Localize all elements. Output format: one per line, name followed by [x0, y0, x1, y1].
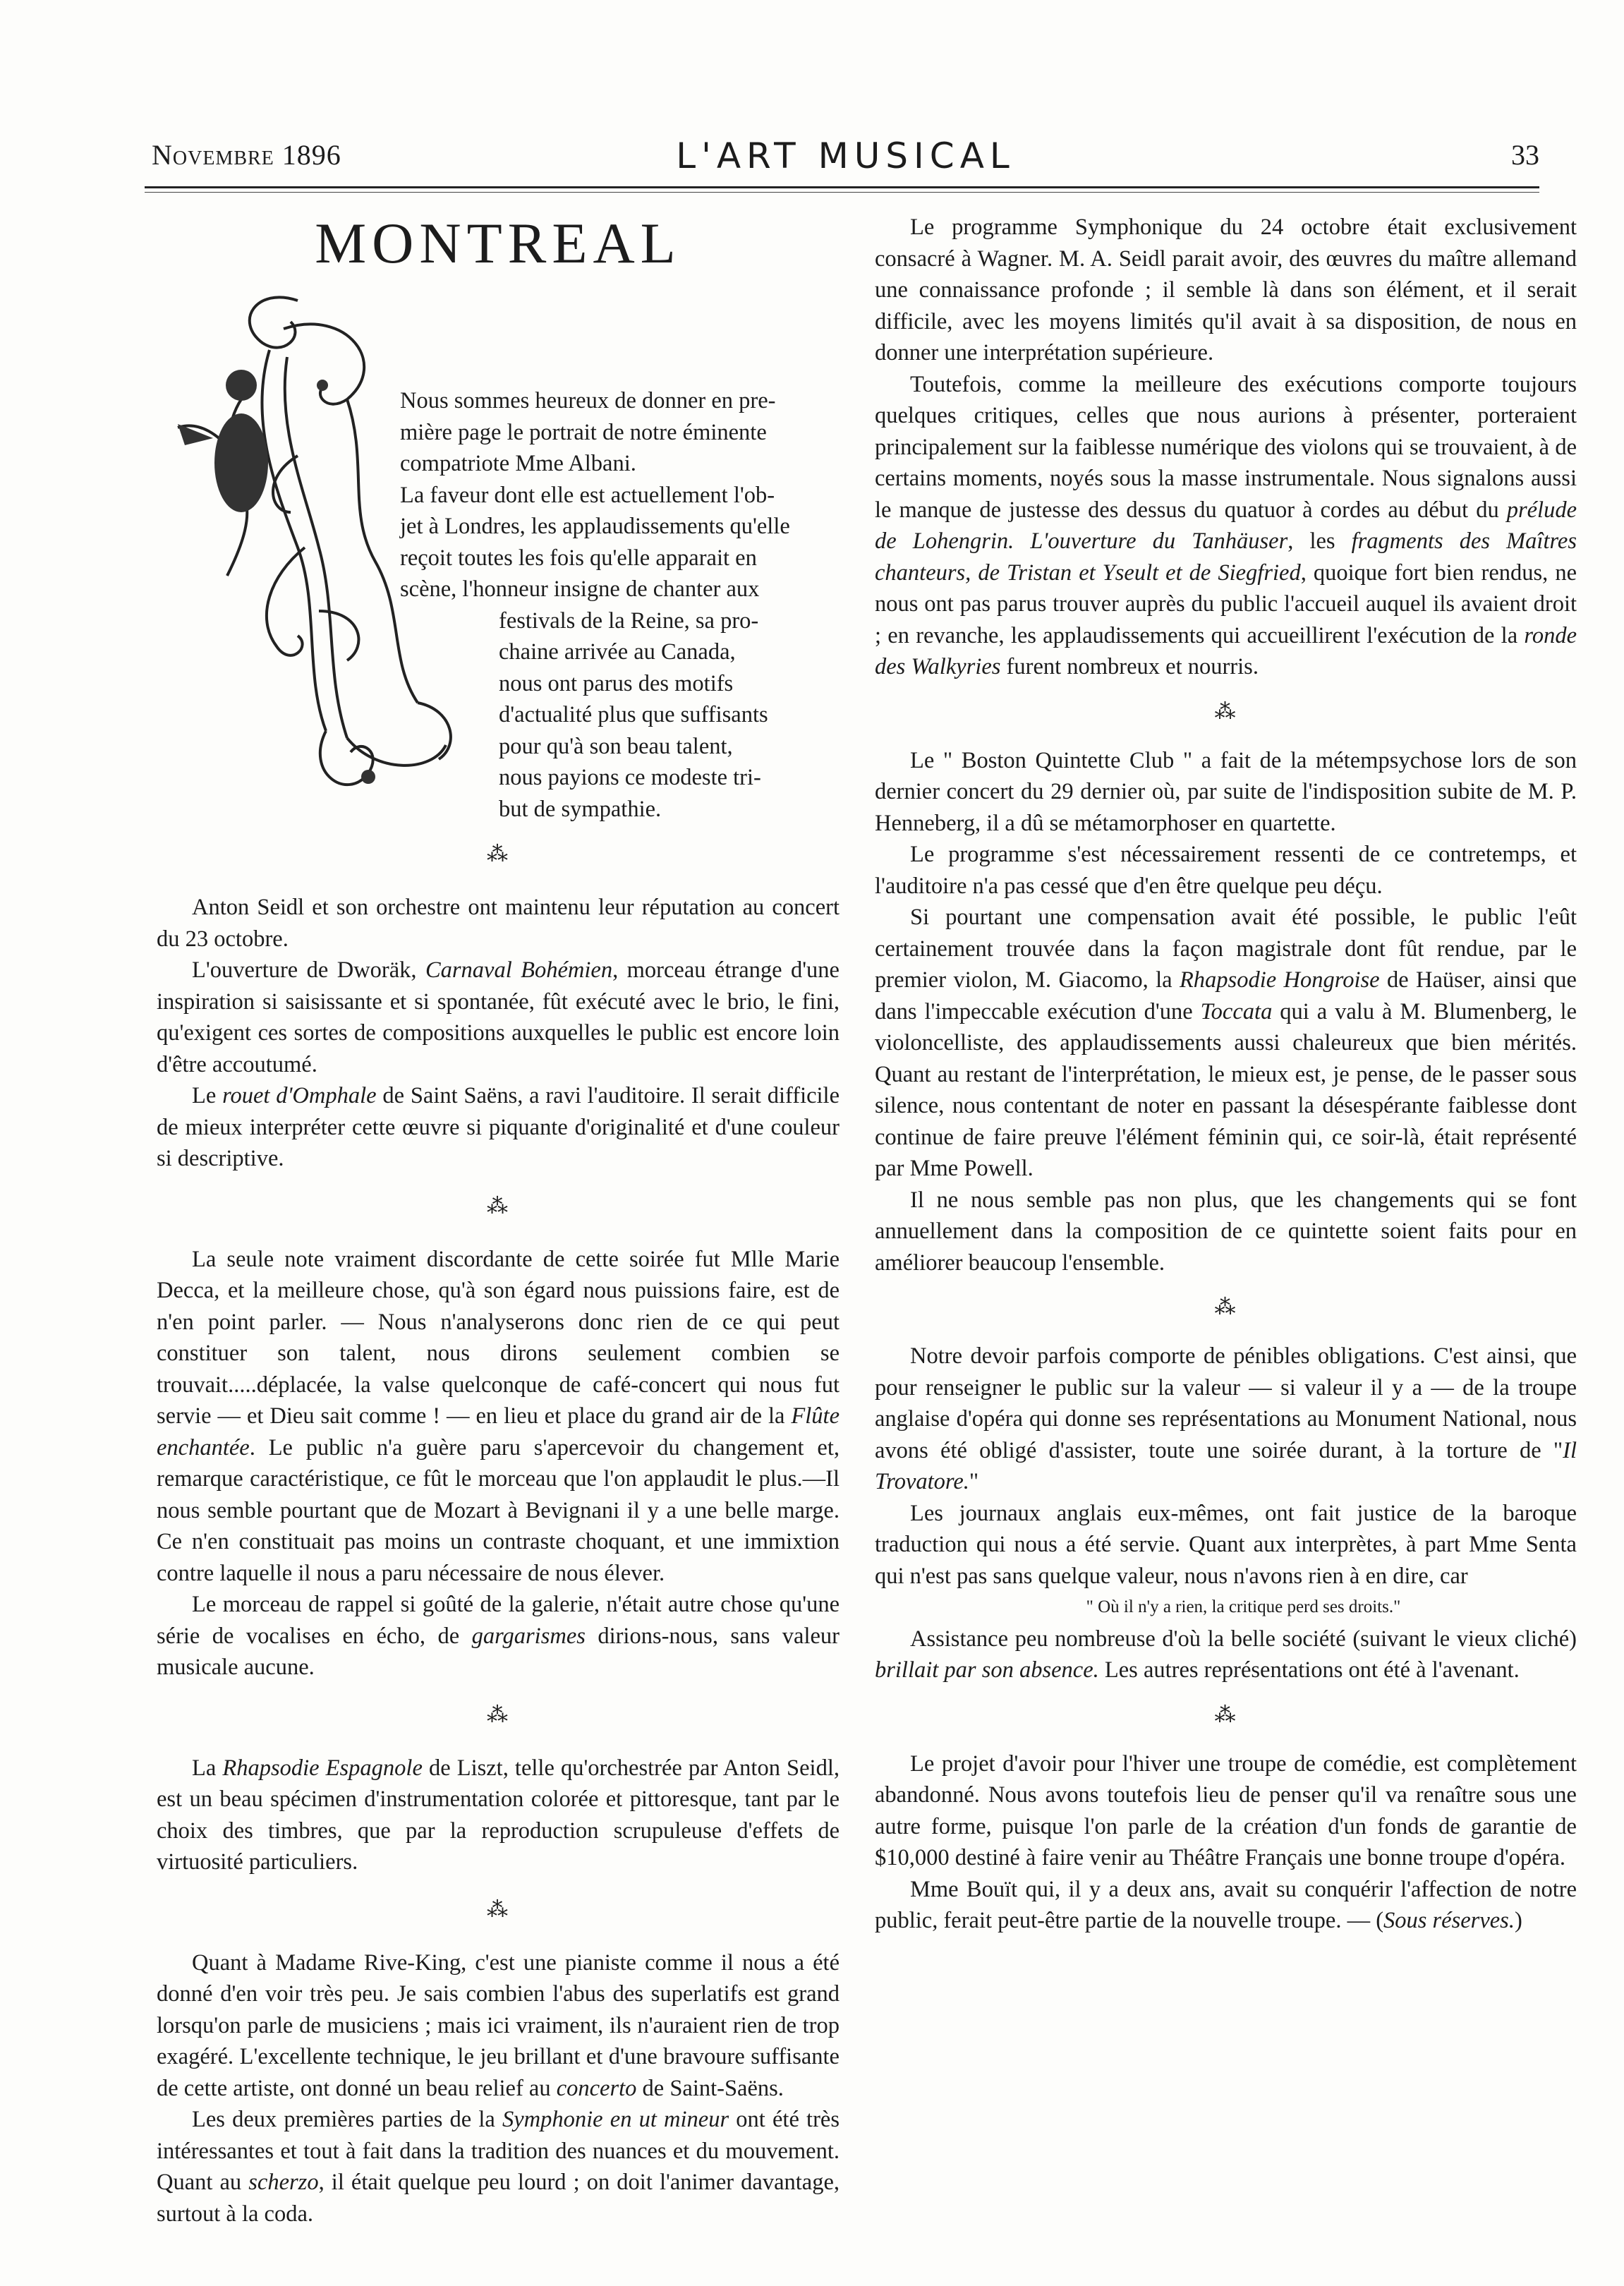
running-head — [152, 135, 1539, 181]
article-title: MONTREAL — [315, 211, 681, 275]
section-separator: ⁂ — [1214, 699, 1237, 723]
intro-line: mière page le portrait de notre éminente — [400, 419, 767, 445]
section-separator: ⁂ — [487, 1194, 509, 1218]
journal-title: L'ART MUSICAL — [676, 135, 1015, 176]
paragraph: Le " Boston Quintette Club " a fait de la métempsychose lors de son dernier concert du 29 dernier où, par suite de l'indisposition subite de M. P. Henneberg, il a dû se métamorphoser en quartette. — [875, 747, 1577, 836]
paragraph: Le projet d'avoir pour l'hiver une troupe de comédie, est complètement abandonné. Nous avons toutefois lieu de penser qu'il va renaître sous une autre forme, puisque l'on parle de la création d'un fonds de garantie de $10,000 destiné à faire venir au Théâtre Français une bonne troupe d'opéra. — [875, 1750, 1577, 1870]
issue-date: Novembre 1896 — [152, 139, 341, 171]
paragraph: Le morceau de rappel si goûté de la galerie, n'était autre chose qu'une série de vocalises en écho, de gargarismes dirions-nous, sans valeur musicale aucune. — [157, 1592, 840, 1680]
paragraph: Il ne nous semble pas non plus, que les changements qui se font annuellement dans la composition de ce quintette soient faits pour en améliorer beaucoup l'ensemble. — [875, 1187, 1577, 1276]
paragraph: Quant à Madame Rive-King, c'est une pianiste comme il nous a été donné d'en voir très peu. Je sais combien l'abus des superlatifs est grand lorsqu'on parle de musiciens ; mais ici vraiment, ils n'auraient rien de trop exagéré. L'excellente technique, le jeu brillant et d'une bravoure suffisante de cette artiste, ont donné un beau relief au concerto de Saint-Saëns. — [157, 1949, 840, 2101]
intro-line: compatriote Mme Albani. — [400, 451, 636, 476]
intro-line: nous ont parus des motifs — [499, 670, 734, 696]
intro-line: scène, l'honneur insigne de chanter aux — [400, 576, 760, 602]
section-separator: ⁂ — [487, 842, 509, 866]
paragraph: Les journaux anglais eux-mêmes, ont fait justice de la baroque traduction qui nous a été servie. Quant aux interprètes, à part Mme Senta qui n'est pas sans quelque valeur, nous n'avons rien à en dire, car — [875, 1500, 1577, 1589]
intro-line: festivals de la Reine, sa pro- — [499, 607, 759, 634]
header-rule-thin — [145, 192, 1539, 193]
intro-line: La faveur dont elle est actuellement l'ob- — [400, 482, 775, 508]
paragraph: Anton Seidl et son orchestre ont maintenu leur réputation au concert du 23 octobre. — [157, 895, 840, 952]
paragraph: Les deux premières parties de la Symphonie en ut mineur ont été très intéressantes et tout à fait dans la tradition des nuances et du mouvement. Quant au scherzo, il était quelque peu lourd ; on doit l'animer davantage, surtout à la coda. — [157, 2107, 840, 2227]
intro-line: nous payions ce modeste tri- — [499, 765, 761, 790]
section-separator: ⁂ — [1214, 1703, 1237, 1726]
header-rule — [145, 186, 1539, 188]
intro-line: but de sympathie. — [499, 796, 662, 822]
intro-line: chaine arrivée au Canada, — [499, 639, 736, 665]
intro-block — [157, 279, 840, 823]
section-separator: ⁂ — [487, 1897, 509, 1921]
paragraph: Notre devoir parfois comporte de pénibles obligations. C'est ainsi, que pour renseigner le public sur la valeur — si valeur il y a — de la troupe anglaise d'opéra qui donne ses représentations au Monument National, nous avons été obligé d'assister, toute une soirée durant, à la torture de "Il Trovatore." — [875, 1343, 1577, 1494]
intro-line: reçoit toutes les fois qu'elle apparait en — [400, 545, 757, 571]
paragraph: Le programme s'est nécessairement ressenti de ce contretemps, et l'auditoire n'a pas cessé que d'en être quelque peu déçu. — [875, 842, 1577, 899]
quotation: " Où il n'y a rien, la critique perd ses droits." — [1086, 1597, 1401, 1616]
paragraph: Toutefois, comme la meilleure des exécutions comporte toujours quelques critiques, celles que nous aurions à présenter, porteraient principalement sur la faiblesse numérique des violons qui se trouvaient, à de certains moments, noyés sous la masse instrumentale. Nous signalons aussi le manque de justesse des dessus du quatuor à cordes au début du prélude de Lohengrin. L'ouverture du Tanhäuser, les fragments des Maîtres chanteurs, de Tristan et Yseult et de Siegfried, quoique fort bien rendus, ne nous ont pas parus trouver auprès du public l'accueil auquel ils avaient droit ; en revanche, les applaudissements qui accueillirent l'exécution de la ronde des Walkyries furent nombreux et nourris. — [875, 371, 1577, 679]
intro-line: jet à Londres, les applaudissements qu'elle — [400, 514, 790, 539]
paragraph: La Rhapsodie Espagnole de Liszt, telle qu'orchestrée par Anton Seidl, est un beau spécimen d'instrumentation colorée et pittoresque, tant par le choix des timbres, que par la reproduction scrupuleuse d'effets de virtuosité particuliers. — [157, 1755, 840, 1875]
paragraph: Le rouet d'Omphale de Saint Saëns, a ravi l'auditoire. Il serait difficile de mieux interpréter cette œuvre si piquante d'originalité et d'une couleur si descriptive. — [157, 1083, 840, 1171]
paragraph: Le programme Symphonique du 24 octobre était exclusivement consacré à Wagner. M. A. Seidl parait avoir, des œuvres du maître allemand une connaissance profonde ; il semble là dans son élément, et il serait difficile, avec les moyens limités qu'il avait à sa disposition, de nous en donner une interprétation supérieure. — [875, 214, 1577, 365]
intro-line: Nous sommes heureux de donner en pre- — [400, 388, 776, 413]
intro-line: pour qu'à son beau talent, — [499, 733, 733, 759]
page-number: 33 — [1511, 139, 1539, 171]
section-separator: ⁂ — [1214, 1295, 1237, 1319]
right-column — [875, 212, 1577, 1937]
paragraph: Assistance peu nombreuse d'où la belle société (suivant le vieux cliché) brillait par son absence. Les autres représentations ont été à l'avenant. — [875, 1626, 1577, 1683]
section-separator: ⁂ — [487, 1703, 509, 1726]
paragraph: La seule note vraiment discordante de cette soirée fut Mlle Marie Decca, et la meilleure chose, qu'à son égard nous puissions faire, est de n'en point parler. — Nous n'analyserons donc rien de ce qui peut constituer son talent, nous dirons seulement combien se trouvait.....déplacée, la valse quelconque de café-concert qui nous fut servie — et Dieu sait comme ! — en lieu et place du grand air de la Flûte enchantée. Le public n'a guère paru s'apercevoir du changement et, remarque caractéristique, ce fût le morceau que l'on applaudit le plus.—Il nous semble pourtant que de Mozart à Bevignani il y a une belle marge. Ce n'en constituait pas moins un contraste choquant, et une immixtion contre laquelle il nous a paru nécessaire de nous élever. — [157, 1246, 840, 1586]
intro-line: d'actualité plus que suffisants — [499, 702, 768, 727]
paragraph: Mme Bouït qui, il y a deux ans, avait su conquérir l'affection de notre public, ferait peut-être partie de la nouvelle troupe. — (Sous réserves.) — [875, 1876, 1577, 1933]
paragraph: L'ouverture de Dworäk, Carnaval Bohémien, morceau étrange d'une inspiration si saisissante et si spontanée, fût exécuté avec le brio, le fini, qu'exigent ces sortes de compositions auxquelles le public est encore loin d'être accoutumé. — [157, 957, 840, 1077]
left-column — [157, 212, 840, 2230]
paragraph: Si pourtant une compensation avait été possible, le public l'eût certainement trouvée dans la façon magistrale dont fût rendue, par le premier violon, M. Giacomo, la Rhapsodie Hongroise de Haüser, ainsi que dans l'impeccable exécution d'une Toccata qui a valu à M. Blumenberg, le violoncelliste, des applaudissements aussi chaleureux que bien mérités. Quant au restant de l'interprétation, le mieux est, je pense, de le passer sous silence, nous contentant de noter en passant la désespérante faiblesse dont continue de faire preuve l'élément féminin qui, ce soir-là, était représenté par Mme Powell. — [875, 905, 1577, 1181]
